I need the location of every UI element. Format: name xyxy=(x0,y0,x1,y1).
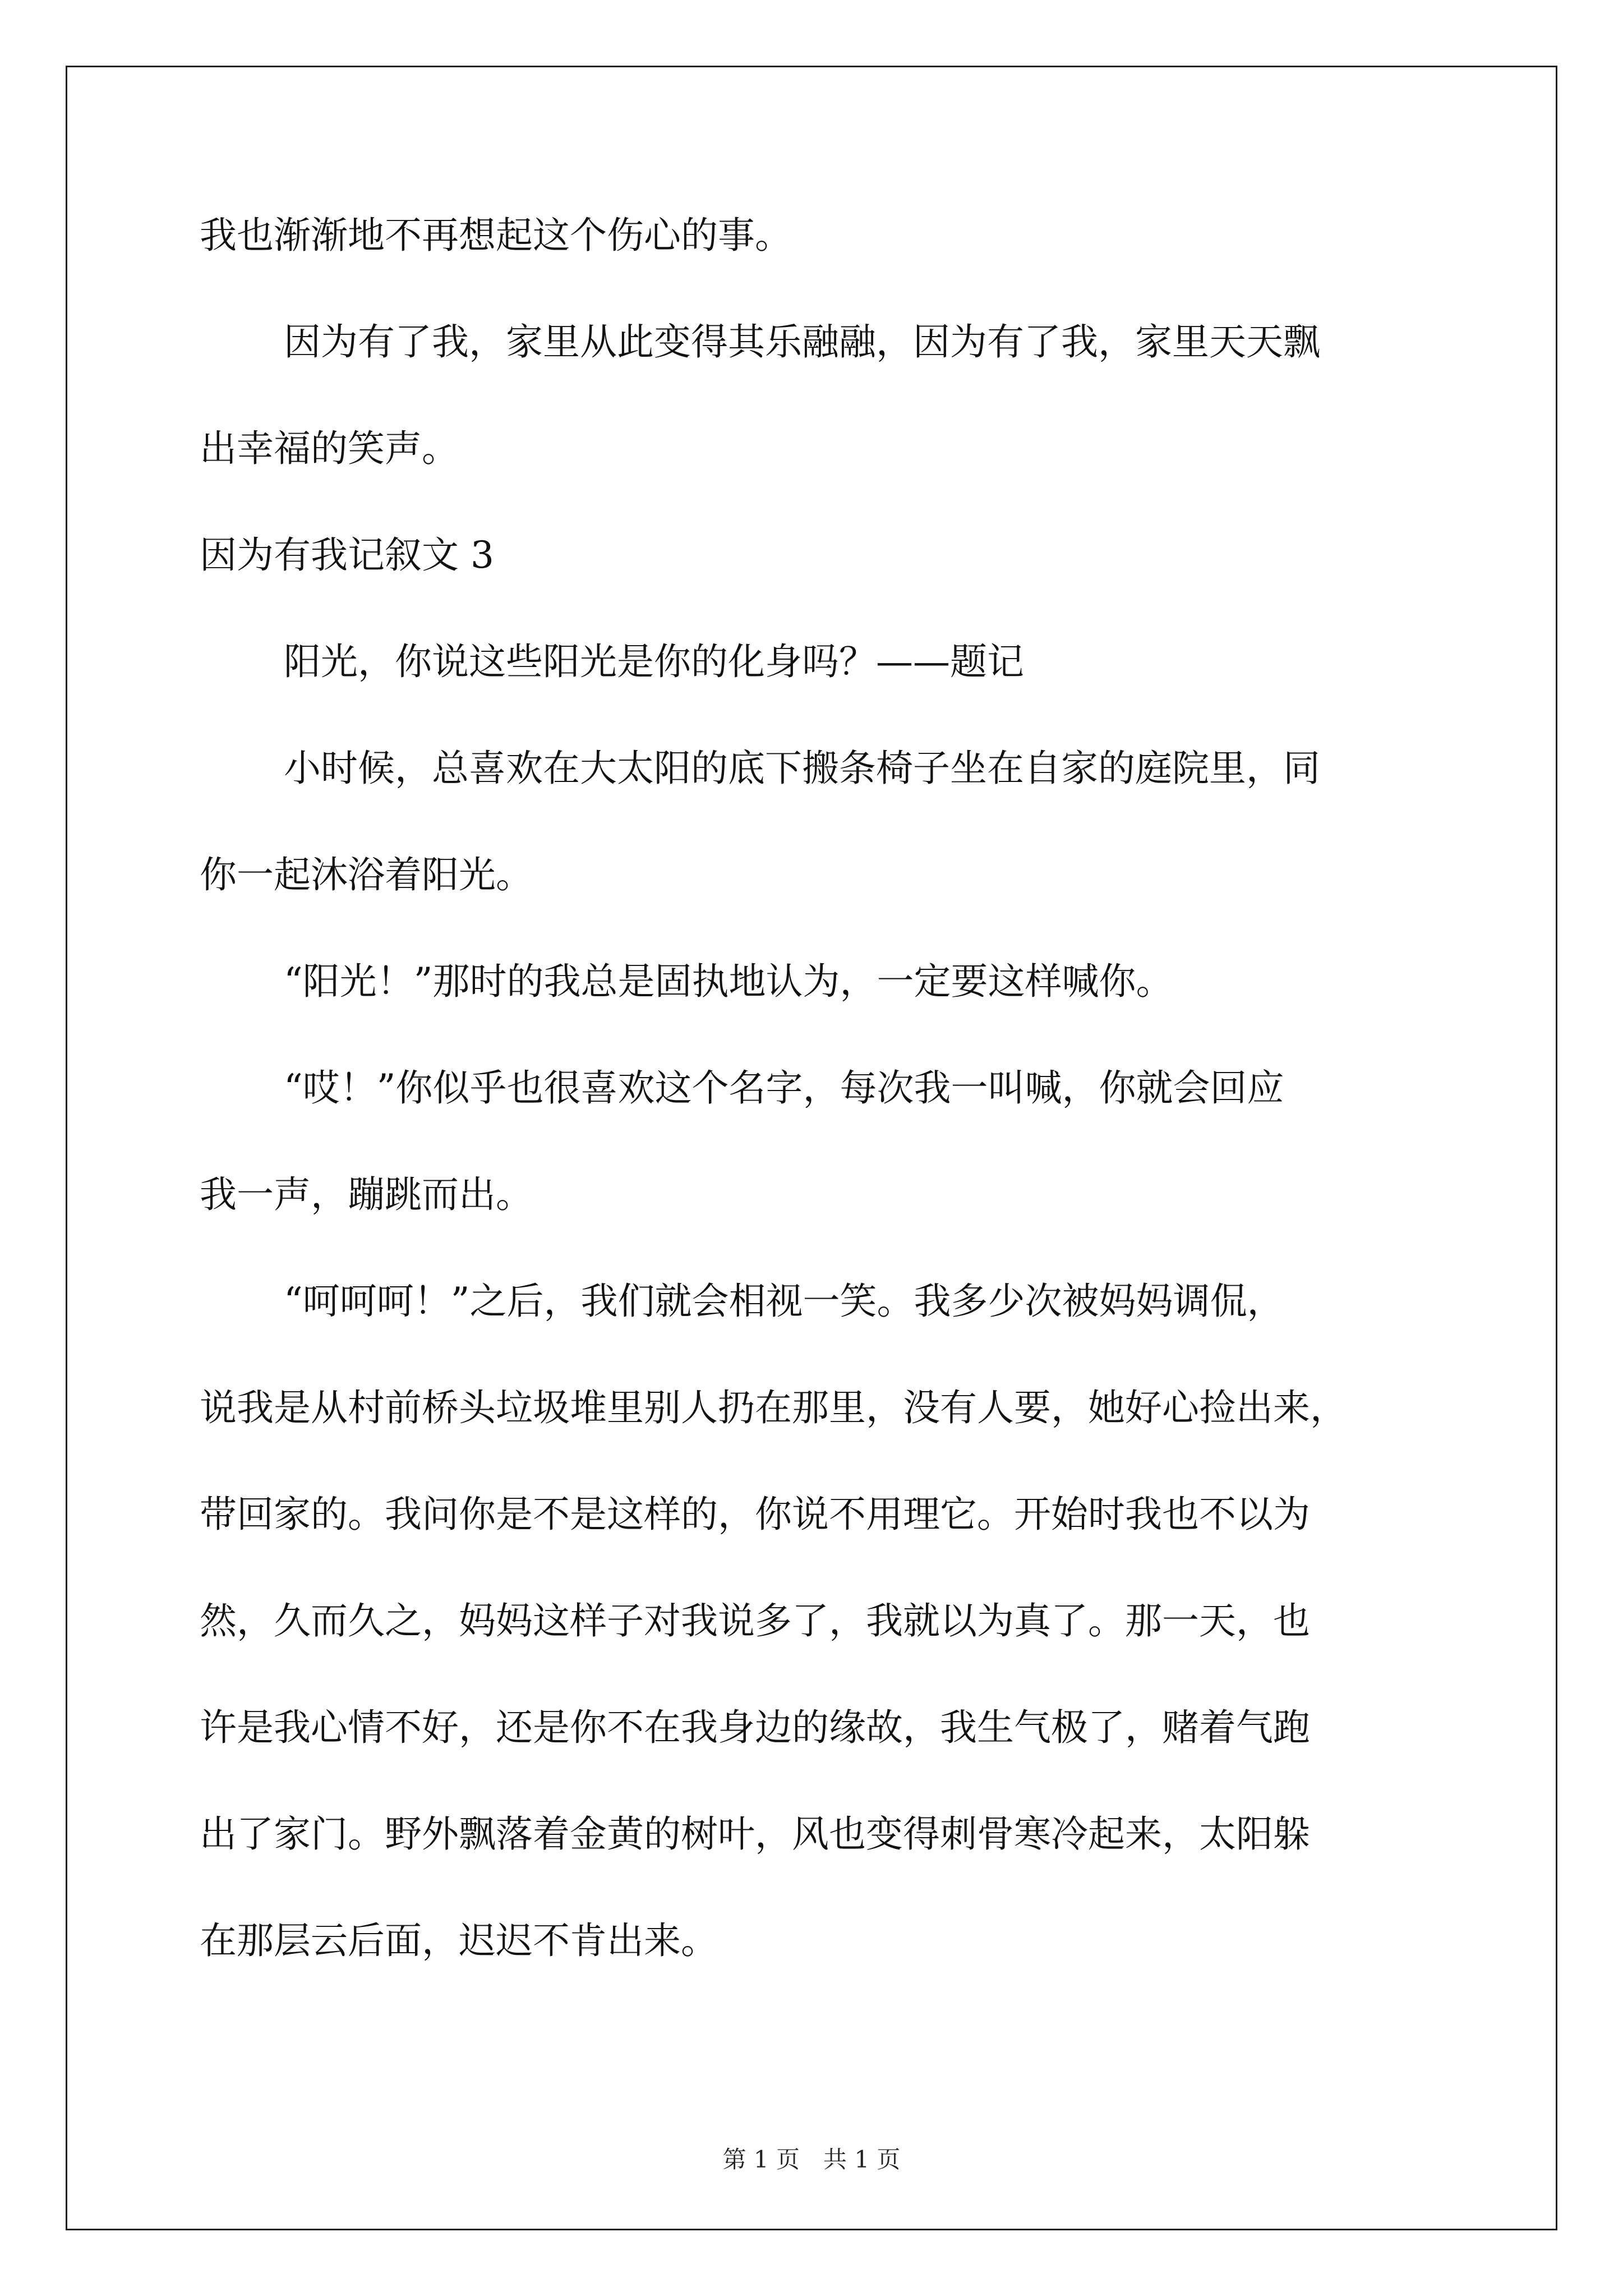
paragraph-line: 小时候，总喜欢在大太阳的底下搬条椅子坐在自家的庭院里，同 xyxy=(284,747,1320,790)
text-line: 在那层云后面，迟迟不肯出来。 xyxy=(200,1919,718,1962)
paragraph-line: “哎！”你似乎也很喜欢这个名字，每次我一叫喊，你就会回应 xyxy=(284,1066,1284,1110)
text-line: 许是我心情不好，还是你不在我身边的缘故，我生气极了，赌着气跑 xyxy=(200,1706,1310,1749)
text-line: 我也渐渐地不再想起这个伤心的事。 xyxy=(200,214,792,257)
section-heading: 因为有我记叙文 3 xyxy=(200,533,494,577)
paragraph-line: “呵呵呵！”之后，我们就会相视一笑。我多少次被妈妈调侃， xyxy=(284,1280,1284,1323)
text-line: 带回家的。我问你是不是这样的，你说不用理它。开始时我也不以为 xyxy=(200,1493,1310,1536)
paragraph-line: 因为有了我，家里从此变得其乐融融，因为有了我，家里天天飘 xyxy=(284,320,1320,364)
page-border xyxy=(66,66,1557,2230)
paragraph-line: “阳光！”那时的我总是固执地认为，一定要这样喊你。 xyxy=(284,960,1173,1003)
text-line: 你一起沐浴着阳光。 xyxy=(200,853,533,896)
text-line: 说我是从村前桥头垃圾堆里别人扔在那里，没有人要，她好心捡出来， xyxy=(200,1386,1347,1429)
text-line: 我一声，蹦跳而出。 xyxy=(200,1173,533,1216)
text-line: 出幸福的笑声。 xyxy=(200,427,459,470)
text-line: 出了家门。野外飘落着金黄的树叶，风也变得刺骨寒冷起来，太阳躲 xyxy=(200,1812,1310,1856)
text-line: 然，久而久之，妈妈这样子对我说多了，我就以为真了。那一天，也 xyxy=(200,1599,1310,1642)
epigraph-line: 阳光，你说这些阳光是你的化身吗？——题记 xyxy=(284,640,1024,683)
page-footer: 第 1 页 共 1 页 xyxy=(722,2146,901,2173)
